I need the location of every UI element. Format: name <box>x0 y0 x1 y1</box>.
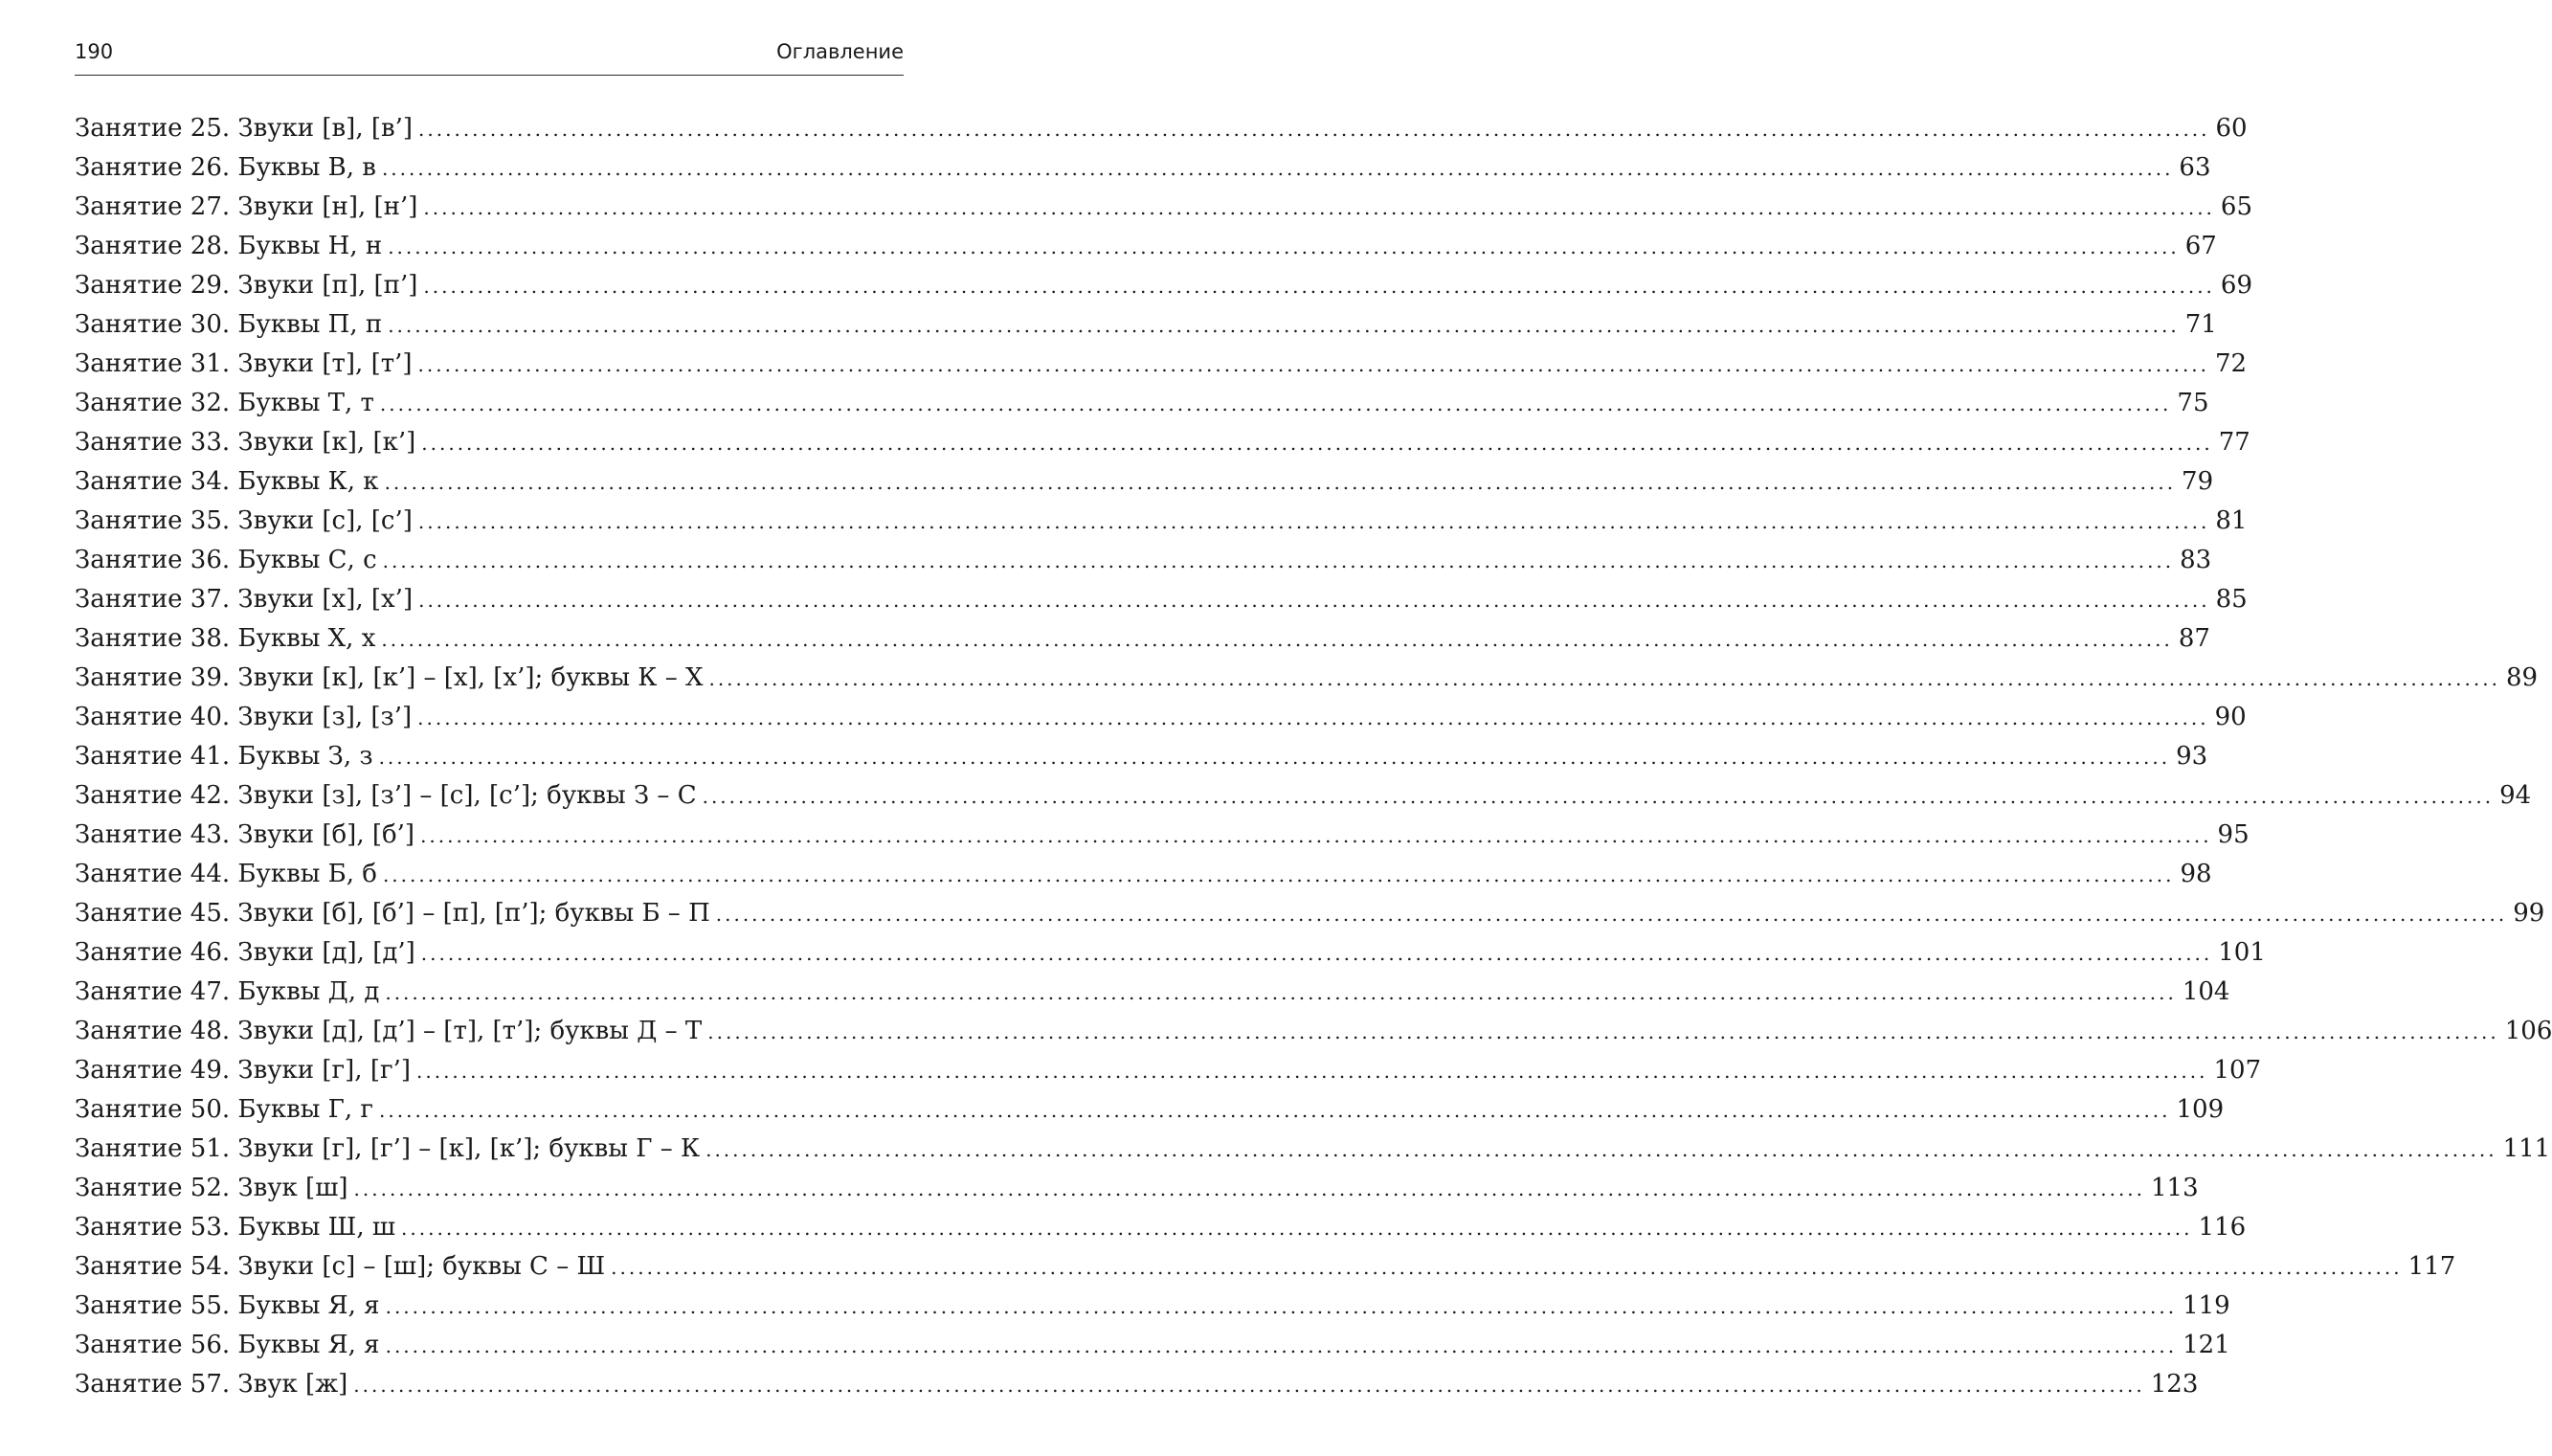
toc-entry <box>75 894 2545 933</box>
toc-entry-title: Занятие 52. Звук [ш] <box>75 1174 348 1202</box>
toc-entry-title: Занятие 32. Буквы Т, т <box>75 389 374 417</box>
toc-entry-page: 111 <box>2502 1134 2551 1163</box>
toc-entry-page: 63 <box>2179 153 2211 182</box>
toc-entry-title: Занятие 25. Звуки [в], [в’] <box>75 114 414 143</box>
toc-entry <box>75 776 2532 816</box>
page-number: 190 <box>75 40 114 63</box>
dot-leader: ........................................................................................................................................................................................................ <box>385 981 2177 1004</box>
toc-entry-title: Занятие 48. Звуки [д], [д’] – [т], [т’]; буквы Д – Т <box>75 1017 703 1045</box>
toc-entry-page: 109 <box>2176 1095 2225 1124</box>
table-of-contents <box>75 109 2552 1404</box>
dot-leader: ........................................................................................................................................................................................................ <box>705 1138 2497 1161</box>
toc-entry-title: Занятие 54. Звуки [с] – [ш]; буквы С – Ш <box>75 1252 606 1281</box>
toc-entry-title: Занятие 44. Буквы Б, б <box>75 860 377 888</box>
toc-entry-page: 81 <box>2215 506 2248 535</box>
toc-entry <box>75 345 2248 384</box>
toc-entry-title: Занятие 33. Звуки [к], [к’] <box>75 428 416 457</box>
dot-leader: ........................................................................................................................................................................................................ <box>708 667 2500 690</box>
toc-entry-page: 95 <box>2217 820 2250 849</box>
toc-entry-page: 117 <box>2407 1252 2456 1281</box>
dot-leader: ........................................................................................................................................................................................................ <box>416 1060 2208 1083</box>
toc-entry-page: 104 <box>2182 977 2230 1006</box>
dot-leader: ........................................................................................................................................................................................................ <box>702 785 2495 808</box>
toc-entry-title: Занятие 37. Звуки [х], [х’] <box>75 585 414 614</box>
toc-entry <box>75 737 2208 776</box>
toc-entry <box>75 148 2211 188</box>
toc-entry-title: Занятие 49. Звуки [г], [г’] <box>75 1056 411 1085</box>
toc-entry-page: 98 <box>2180 860 2212 888</box>
dot-leader: ........................................................................................................................................................................................................ <box>420 824 2212 847</box>
toc-entry <box>75 1208 2247 1247</box>
dot-leader: ........................................................................................................................................................................................................ <box>384 471 2177 494</box>
toc-entry-title: Занятие 53. Буквы Ш, ш <box>75 1213 396 1242</box>
toc-entry-page: 101 <box>2218 938 2266 967</box>
toc-entry-title: Занятие 30. Буквы П, п <box>75 310 383 339</box>
dot-leader: ........................................................................................................................................................................................................ <box>382 863 2175 886</box>
toc-entry-title: Занятие 26. Буквы В, в <box>75 153 376 182</box>
toc-entry <box>75 659 2539 698</box>
toc-entry-page: 87 <box>2178 624 2210 653</box>
toc-entry <box>75 933 2266 973</box>
toc-entry-title: Занятие 41. Буквы З, з <box>75 742 373 771</box>
dot-leader: ........................................................................................................................................................................................................ <box>420 942 2213 965</box>
toc-entry <box>75 973 2230 1012</box>
toc-entry-title: Занятие 34. Буквы К, к <box>75 467 379 496</box>
dot-leader: ........................................................................................................................................................................................................ <box>418 589 2210 612</box>
toc-entry-title: Занятие 45. Звуки [б], [б’] – [п], [п’]; буквы Б – П <box>75 899 710 928</box>
toc-entry-page: 79 <box>2182 467 2214 496</box>
dot-leader: ........................................................................................................................................................................................................ <box>611 1256 2403 1279</box>
toc-entry-page: 85 <box>2215 585 2248 614</box>
toc-entry-title: Занятие 38. Буквы Х, х <box>75 624 376 653</box>
toc-entry <box>75 1169 2199 1208</box>
toc-entry <box>75 1012 2552 1051</box>
dot-leader: ........................................................................................................................................................................................................ <box>353 1177 2146 1200</box>
toc-entry <box>75 698 2247 737</box>
toc-entry-page: 107 <box>2213 1056 2262 1085</box>
toc-entry-title: Занятие 39. Звуки [к], [к’] – [х], [х’]; буквы К – Х <box>75 663 704 692</box>
toc-entry-page: 116 <box>2198 1213 2247 1242</box>
toc-entry <box>75 1287 2230 1326</box>
dot-leader: ........................................................................................................................................................................................................ <box>385 1295 2178 1318</box>
toc-entry-title: Занятие 47. Буквы Д, д <box>75 977 380 1006</box>
toc-entry-page: 123 <box>2150 1370 2199 1399</box>
toc-entry-page: 83 <box>2180 546 2212 574</box>
toc-entry-page: 121 <box>2183 1331 2230 1359</box>
dot-leader: ........................................................................................................................................................................................................ <box>423 196 2215 219</box>
toc-entry <box>75 1051 2262 1090</box>
toc-entry <box>75 502 2248 541</box>
toc-entry-page: 77 <box>2218 428 2250 457</box>
dot-leader: ........................................................................................................................................................................................................ <box>423 275 2215 298</box>
dot-leader: ........................................................................................................................................................................................................ <box>378 746 2171 769</box>
toc-entry <box>75 855 2212 894</box>
toc-entry <box>75 1090 2225 1130</box>
dot-leader: ........................................................................................................................................................................................................ <box>417 353 2210 376</box>
toc-entry-title: Занятие 55. Буквы Я, я <box>75 1291 380 1320</box>
dot-leader: ........................................................................................................................................................................................................ <box>388 314 2180 337</box>
dot-leader: ........................................................................................................................................................................................................ <box>715 903 2508 926</box>
toc-entry-page: 106 <box>2504 1017 2552 1045</box>
toc-entry-title: Занятие 27. Звуки [н], [н’] <box>75 192 418 221</box>
toc-entry <box>75 109 2248 148</box>
toc-entry-page: 65 <box>2220 192 2252 221</box>
toc-entry-title: Занятие 43. Звуки [б], [б’] <box>75 820 415 849</box>
toc-entry-page: 89 <box>2505 663 2539 692</box>
dot-leader: ........................................................................................................................................................................................................ <box>418 118 2210 141</box>
toc-entry-title: Занятие 35. Звуки [с], [с’] <box>75 506 413 535</box>
dot-leader: ........................................................................................................................................................................................................ <box>385 1334 2178 1357</box>
dot-leader: ........................................................................................................................................................................................................ <box>388 235 2180 258</box>
toc-entry-page: 99 <box>2513 899 2545 928</box>
toc-entry-title: Занятие 29. Звуки [п], [п’] <box>75 271 418 300</box>
toc-entry <box>75 1130 2551 1169</box>
toc-entry <box>75 462 2214 502</box>
toc-entry-page: 69 <box>2220 271 2252 300</box>
toc-entry-title: Занятие 56. Буквы Я, я <box>75 1331 380 1359</box>
toc-entry-page: 90 <box>2214 703 2247 731</box>
toc-entry-page: 93 <box>2176 742 2208 771</box>
toc-entry-title: Занятие 31. Звуки [т], [т’] <box>75 349 413 378</box>
toc-entry <box>75 384 2209 423</box>
toc-entry-page: 75 <box>2177 389 2209 417</box>
toc-entry-page: 72 <box>2215 349 2248 378</box>
dot-leader: ........................................................................................................................................................................................................ <box>381 628 2173 651</box>
dot-leader: ........................................................................................................................................................................................................ <box>707 1020 2499 1043</box>
toc-entry-title: Занятие 42. Звуки [з], [з’] – [с], [с’]; буквы З – С <box>75 781 697 810</box>
dot-leader: ........................................................................................................................................................................................................ <box>417 510 2210 533</box>
toc-entry-page: 119 <box>2183 1291 2230 1320</box>
toc-entry <box>75 423 2250 462</box>
toc-entry <box>75 1247 2456 1287</box>
toc-entry <box>75 1326 2230 1365</box>
toc-entry <box>75 580 2248 619</box>
toc-entry-title: Занятие 46. Звуки [д], [д’] <box>75 938 415 967</box>
toc-entry-title: Занятие 50. Буквы Г, г <box>75 1095 374 1124</box>
toc-entry-page: 113 <box>2151 1174 2199 1202</box>
toc-entry-title: Занятие 40. Звуки [з], [з’] <box>75 703 413 731</box>
dot-leader: ........................................................................................................................................................................................................ <box>353 1374 2145 1397</box>
dot-leader: ........................................................................................................................................................................................................ <box>401 1217 2193 1240</box>
toc-entry <box>75 188 2252 227</box>
toc-entry-title: Занятие 36. Буквы С, с <box>75 546 377 574</box>
toc-entry-page: 71 <box>2184 310 2217 339</box>
toc-entry-title: Занятие 28. Буквы Н, н <box>75 232 383 260</box>
section-title: Оглавление <box>776 40 904 63</box>
dot-leader: ........................................................................................................................................................................................................ <box>379 392 2172 415</box>
toc-entry-title: Занятие 57. Звук [ж] <box>75 1370 348 1399</box>
dot-leader: ........................................................................................................................................................................................................ <box>421 432 2213 455</box>
toc-entry <box>75 227 2217 266</box>
toc-entry <box>75 1365 2199 1404</box>
dot-leader: ........................................................................................................................................................................................................ <box>381 157 2174 180</box>
toc-entry-title: Занятие 51. Звуки [г], [г’] – [к], [к’]; буквы Г – К <box>75 1134 701 1163</box>
toc-entry-page: 94 <box>2499 781 2532 810</box>
toc-entry <box>75 541 2212 580</box>
toc-entry <box>75 266 2252 305</box>
toc-entry-page: 67 <box>2184 232 2217 260</box>
toc-entry-page: 60 <box>2215 114 2248 143</box>
dot-leader: ........................................................................................................................................................................................................ <box>417 706 2209 729</box>
running-head <box>75 36 904 76</box>
dot-leader: ........................................................................................................................................................................................................ <box>382 549 2175 572</box>
toc-entry <box>75 816 2250 855</box>
toc-entry <box>75 619 2210 659</box>
toc-entry <box>75 305 2217 345</box>
dot-leader: ........................................................................................................................................................................................................ <box>379 1099 2171 1122</box>
